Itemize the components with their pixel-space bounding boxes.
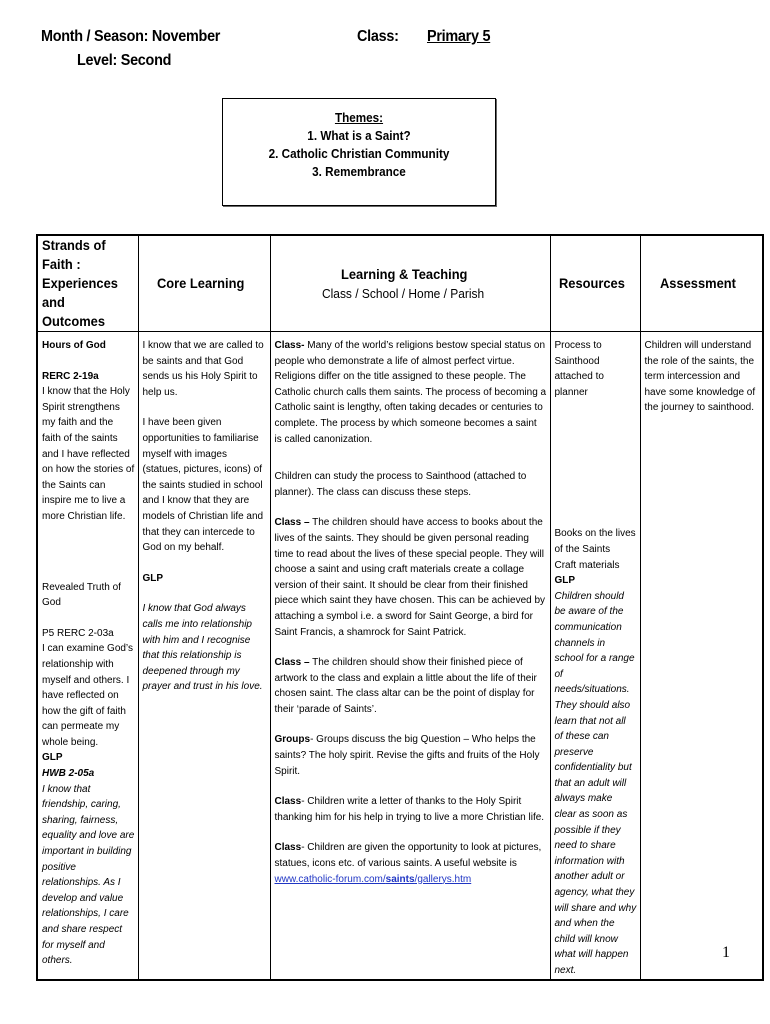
resource-item: Process to Sainthood attached to planner xyxy=(554,340,604,398)
header-learning-teaching: Learning & Teaching Class / School / Home / Parish xyxy=(270,235,550,332)
hours-of-god: Hours of God xyxy=(42,340,106,351)
p5-code: P5 RERC 2-03a xyxy=(42,627,114,639)
table-row xyxy=(37,332,763,980)
glp-label: GLP xyxy=(42,752,63,764)
class-label: Class: xyxy=(357,28,399,45)
theme-item: 3. Remembrance xyxy=(312,164,406,179)
hwb-code: HWB 2-05a xyxy=(42,768,95,780)
header-resources: Resources xyxy=(550,235,640,332)
core-learning-cell xyxy=(138,332,270,980)
page-number: 1 xyxy=(722,944,730,961)
learning-paragraph: Class- Many of the world’s religions bestow special status on people who demonstrate a life of almost perfect virtue. Religions differ on the title assigned to these people. The Catholic church calls them saints. The process of becoming a Catholic saint is lengthy, often taking decades or centuries to complete. The process by which someone becomes a saint is called canonization. xyxy=(274,340,547,445)
assessment-cell xyxy=(640,332,763,980)
core-text: I have been given opportunities to familiarise myself with images (statues, pictures, icons) of the saints studied in school and I know that they are models of Christian life and that they can intercede to God on my behalf. xyxy=(142,417,264,554)
rerc-text: I know that the Holy Spirit strengthens my faith and the faith of the saints and I have reflected on how the stories of the Saints can inspire me to live a more Christian life. xyxy=(42,386,135,522)
theme-item: 1. What is a Saint? xyxy=(307,128,411,143)
learning-paragraph: Groups- Groups discuss the big Question – Who helps the saints? The holy spirit. Revise the gifts and fruits of the Holy Spirit. xyxy=(274,734,540,777)
core-text: I know that we are called to be saints and that God sends us his Holy Spirit to help us. xyxy=(142,340,264,398)
resource-item: Children should be aware of the communication channels in school for a range of needs/situations. They should also learn that not all of these can preserve confidentiality but that an adult will always make clear as soon as possible if they need to share information with another adult or agency, what they will share and why and when the child will know what will happen next. xyxy=(554,590,637,976)
p5-text: I can examine God’s relationship with myself and others. I have reflected on how the gift of faith can permeate my whole being. xyxy=(42,643,133,748)
themes-title: Themes: xyxy=(334,110,384,125)
header-strands: Strands of Faith : Experiences and Outcomes xyxy=(37,235,138,332)
learning-paragraph: Class- Children are given the opportunity to look at pictures, statues, icons etc. of various saints. A useful website is xyxy=(274,842,542,870)
table-header-row xyxy=(37,235,763,332)
learning-paragraph: Class – The children should have access to books about the lives of the saints. They should be given personal reading time to read about the lives of these special people. They will choose a saint and using craft materials create a collage version of their saint. It should be clear from their finished piece which saint they have chosen. This can be achieved by attaching a symbol i.e. a sword for Saint George, a bird for Saint Francis, a shamrock for Saint Patrick. xyxy=(274,517,546,638)
learning-paragraph: Class – The children should show their finished piece of artwork to the class and explain a little about the life of their chosen saint. The class altar can be the point of display for their ‘parade of Saints’. xyxy=(274,657,537,715)
level-label: Level: Second xyxy=(77,52,172,69)
header-learning-sub: Class / School / Home / Parish xyxy=(321,285,485,301)
glp-label: GLP xyxy=(554,575,576,587)
website-link[interactable]: www.catholic-forum.com/saints/gallerys.htm xyxy=(274,873,472,885)
revealed-truth: Revealed Truth of God xyxy=(42,581,121,609)
strands-cell xyxy=(37,332,138,980)
themes-box xyxy=(222,98,496,206)
resources-cell xyxy=(550,332,640,980)
core-text: I know that God always calls me into relationship with him and I recognise that this relationship is deepened through my prayer and trust in his love. xyxy=(142,603,263,693)
glp-label: GLP xyxy=(142,572,164,584)
resource-item: Books on the lives of the Saints xyxy=(554,528,636,555)
learning-paragraph: Children can study the process to Sainthood (attached to planner). The class can discuss these steps. xyxy=(274,471,527,498)
planning-table xyxy=(36,234,764,981)
theme-item: 2. Catholic Christian Community xyxy=(268,146,450,161)
header-core-learning: Core Learning xyxy=(138,235,270,332)
learning-paragraph: Class- Children write a letter of thanks to the Holy Spirit thanking him for his help in trying to live a more Christian life. xyxy=(274,796,545,823)
assessment-text: Children will understand the role of the saints, the term intercession and have some knowledge of the journey to sainthood. xyxy=(644,340,756,414)
header-assessment: Assessment xyxy=(640,235,763,332)
class-value: Primary 5 xyxy=(427,28,491,45)
learning-teaching-cell xyxy=(270,332,550,980)
rerc-code: RERC 2-19a xyxy=(42,370,99,382)
month-season-label: Month / Season: November xyxy=(41,28,221,45)
resource-item: Craft materials xyxy=(554,559,620,571)
hwb-text: I know that friendship, caring, sharing, fairness, equality and love are important in building positive relationships. As I develop and value relationships, I care and share respect for myself and others. xyxy=(42,783,135,967)
